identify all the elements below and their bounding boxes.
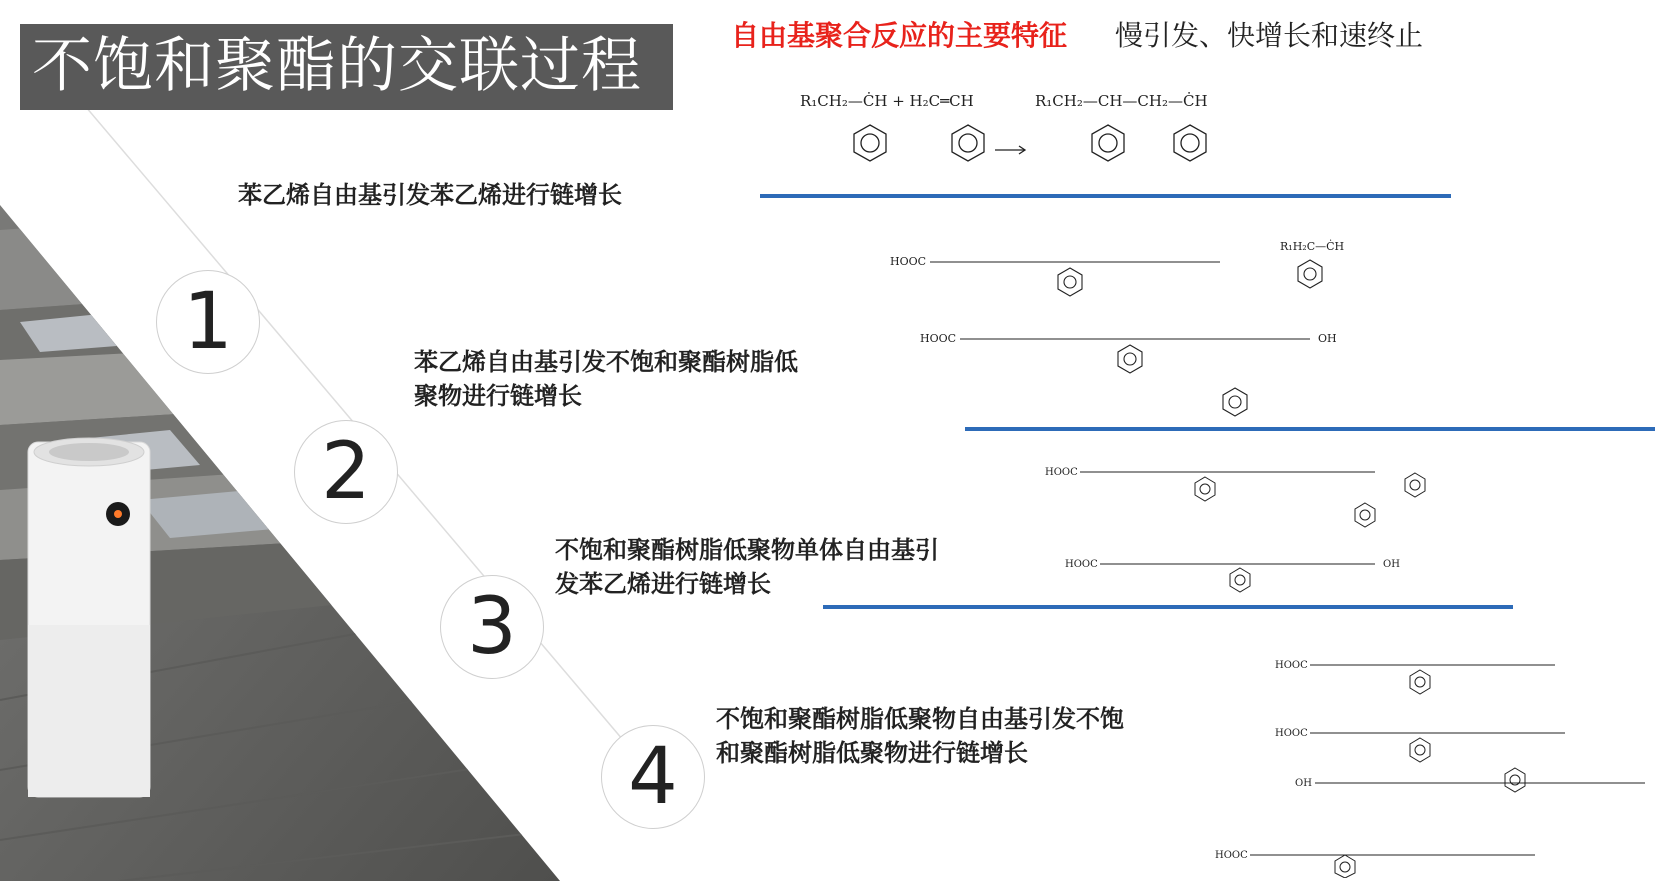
step-3-text <box>555 533 939 601</box>
step-1-circle <box>156 270 260 374</box>
feature-description: 慢引发、快增长和速终止 <box>1115 19 1424 52</box>
benzene-ring-icon <box>1174 125 1206 161</box>
formula-3b-oh: OH <box>1383 559 1400 570</box>
step-2-number: 2 <box>321 427 371 517</box>
divider-1 <box>760 194 1451 198</box>
step-3-circle <box>440 575 544 679</box>
benzene-ring-icon <box>1355 503 1375 527</box>
step-4-line-1: 不饱和聚酯树脂低聚物自由基引发不饱 <box>716 705 1124 733</box>
step-3-line-2: 发苯乙烯进行链增长 <box>555 570 771 598</box>
benzene-ring-icon <box>1195 477 1215 501</box>
step-2-circle <box>294 420 398 524</box>
benzene-ring-icon <box>1230 568 1250 592</box>
benzene-ring-icon <box>952 125 984 161</box>
benzene-ring-icon <box>1118 345 1142 373</box>
formula-2-hooc: HOOC <box>890 255 927 268</box>
step-1-text: 苯乙烯自由基引发苯乙烯进行链增长 <box>238 181 622 209</box>
divider-3 <box>823 605 1513 609</box>
page-title: 不饱和聚酯的交联过程 <box>32 31 642 101</box>
formula-2-reagent: R₁H₂C—ĊH <box>1280 240 1345 253</box>
benzene-ring-icon <box>1298 260 1322 288</box>
step-3-line-1: 不饱和聚酯树脂低聚物单体自由基引 <box>555 536 939 564</box>
step-2-line-2: 聚物进行链增长 <box>414 382 582 410</box>
formula-1-right: R₁CH₂—CH—CH₂—ĊH <box>1035 92 1208 110</box>
formula-1-left: R₁CH₂—ĊH + H₂C═CH <box>800 92 974 110</box>
benzene-ring-icon <box>1410 670 1430 694</box>
step-2-line-1: 苯乙烯自由基引发不饱和聚酯树脂低 <box>414 348 798 376</box>
formula-2b-hooc: HOOC <box>920 332 957 345</box>
benzene-ring-icon <box>1335 855 1355 878</box>
formula-2 <box>890 210 1370 420</box>
formula-4a-hooc: HOOC <box>1275 660 1308 671</box>
formula-4c-oh: OH <box>1295 778 1312 789</box>
benzene-ring-icon <box>1092 125 1124 161</box>
formula-3-hooc: HOOC <box>1045 467 1078 478</box>
benzene-ring-icon <box>1058 268 1082 296</box>
formula-1 <box>790 80 1250 180</box>
formula-4b-hooc: HOOC <box>1275 728 1308 739</box>
step-4-text <box>716 702 1124 770</box>
step-2-text <box>414 345 798 413</box>
formula-3 <box>1045 435 1445 595</box>
benzene-ring-icon <box>1410 738 1430 762</box>
formula-2b-oh: OH <box>1318 332 1337 345</box>
divider-2 <box>965 427 1655 431</box>
formula-4d-hooc: HOOC <box>1215 850 1248 861</box>
benzene-ring-icon <box>1405 473 1425 497</box>
benzene-ring-icon <box>854 125 886 161</box>
air-purifier-icon <box>28 438 150 797</box>
step-1-number: 1 <box>183 277 233 367</box>
formula-3b-hooc: HOOC <box>1065 559 1098 570</box>
step-4-line-2: 和聚酯树脂低聚物进行链增长 <box>716 739 1028 767</box>
formula-4 <box>1215 620 1665 878</box>
reaction-arrow-icon <box>995 146 1025 154</box>
step-4-circle <box>601 725 705 829</box>
step-3-number: 3 <box>467 582 517 672</box>
benzene-ring-icon <box>1505 768 1525 792</box>
benzene-ring-icon <box>1223 388 1247 416</box>
step-4-number: 4 <box>628 732 678 822</box>
feature-label: 自由基聚合反应的主要特征 <box>731 19 1068 52</box>
